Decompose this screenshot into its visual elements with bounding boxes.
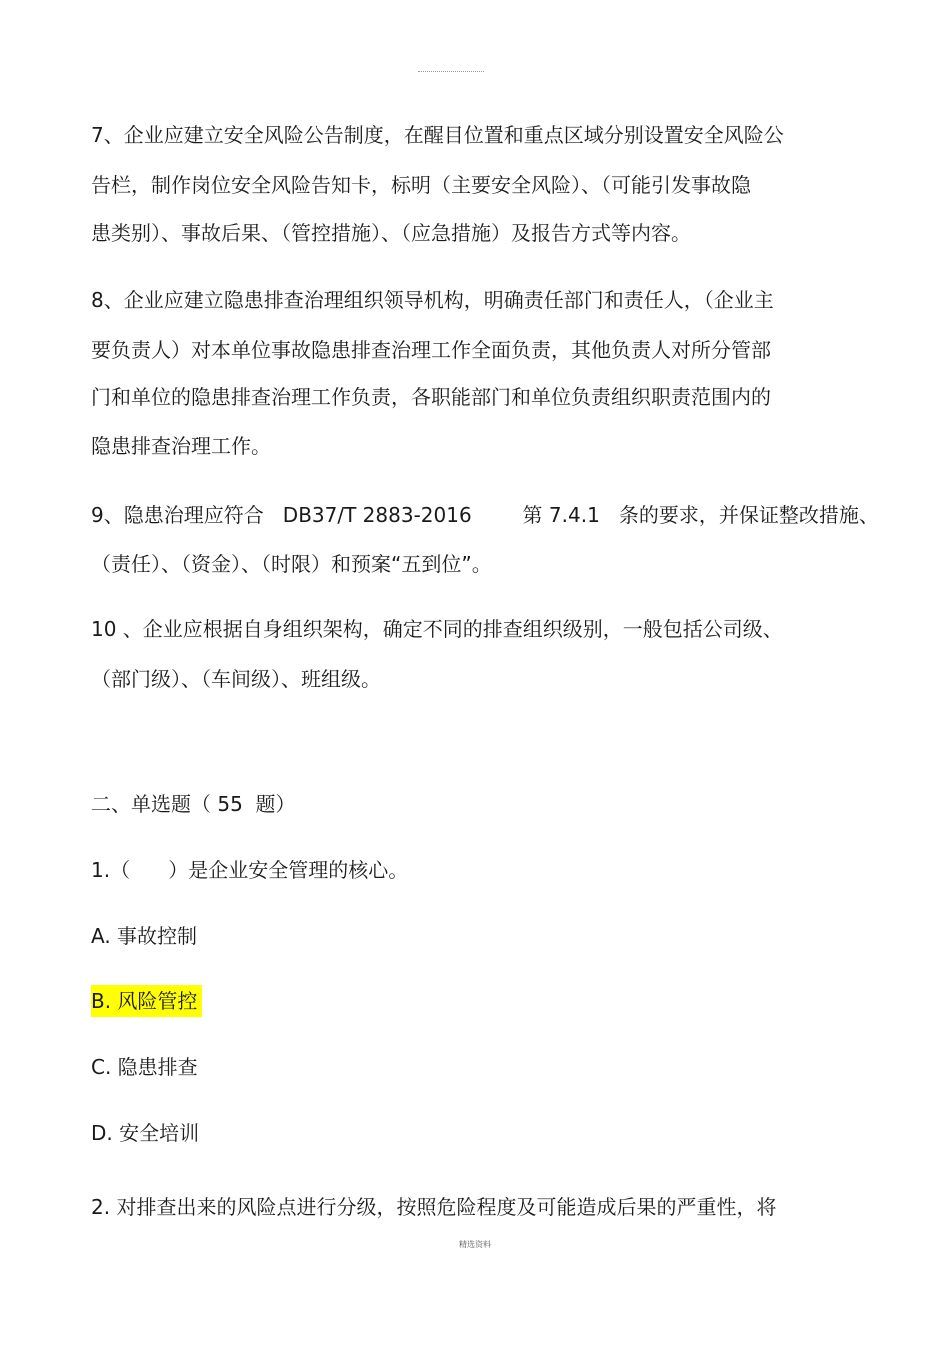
question-1-option-b xyxy=(91,988,202,1014)
paragraph-7-line-3: 患类别）、事故后果、（管控措施）、（应急措施）及报告方式等内容。 xyxy=(91,221,691,245)
paragraph-10-line-1: 10 、企业应根据自身组织架构，确定不同的排查组织级别，一般包括公司级、 xyxy=(91,617,783,641)
header-rule xyxy=(418,71,484,72)
paragraph-10-line-2: （部门级）、（车间级）、班组级。 xyxy=(91,667,381,691)
answer-highlight: B. 风险管控 xyxy=(91,985,202,1017)
paragraph-8-line-1: 8、企业应建立隐患排查治理组织领导机构，明确责任部门和责任人，（企业主 xyxy=(91,288,774,312)
question-1-stem: 1.（ ）是企业安全管理的核心。 xyxy=(91,858,409,882)
paragraph-8-line-3: 门和单位的隐患排查治理工作负责，各职能部门和单位负责组织职责范围内的 xyxy=(91,385,771,409)
paragraph-8-line-2: 要负责人）对本单位事故隐患排查治理工作全面负责，其他负责人对所分管部 xyxy=(91,338,771,362)
question-2-stem: 2. 对排查出来的风险点进行分级，按照危险程度及可能造成后果的严重性，将 xyxy=(91,1195,777,1219)
question-1-option-c: C. 隐患排查 xyxy=(91,1055,198,1079)
paragraph-7-line-2: 告栏，制作岗位安全风险告知卡，标明（主要安全风险）、（可能引发事故隐 xyxy=(91,173,751,197)
paragraph-9-line-1: 9、隐患治理应符合 DB37/T 2883-2016 第 7.4.1 条的要求，并保证整改措施、 xyxy=(91,503,879,527)
question-1-option-d: D. 安全培训 xyxy=(91,1121,200,1145)
paragraph-7-line-1: 7、企业应建立安全风险公告制度，在醒目位置和重点区域分别设置安全风险公 xyxy=(91,123,784,147)
question-1-option-a: A. 事故控制 xyxy=(91,924,198,948)
footer-label: 精选资料 xyxy=(459,1240,491,1249)
paragraph-8-line-4: 隐患排查治理工作。 xyxy=(91,434,271,458)
paragraph-9-line-2: （责任）、（资金）、（时限）和预案“五到位”。 xyxy=(91,552,492,576)
section-title: 二、单选题（ 55 题） xyxy=(91,792,296,816)
